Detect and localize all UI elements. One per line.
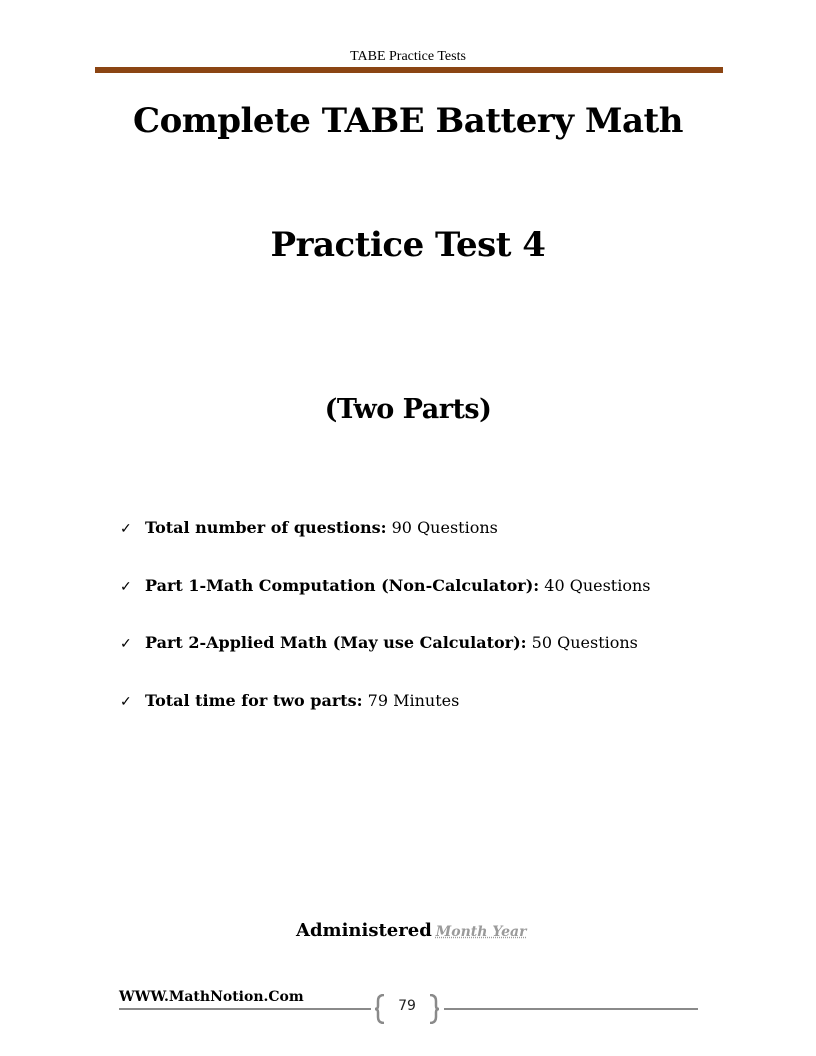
- date-placeholder-field[interactable]: Month Year: [435, 924, 527, 940]
- detail-label: Total time for two parts:: [145, 690, 363, 710]
- detail-value: 40 Questions: [539, 575, 651, 595]
- document-title: Complete TABE Battery Math: [133, 101, 683, 141]
- footer-rule-right: [444, 1008, 698, 1010]
- parts-subtitle: (Two Parts): [324, 394, 492, 425]
- detail-label: Total number of questions:: [145, 518, 387, 537]
- page-number: 79: [398, 998, 416, 1014]
- running-header: TABE Practice Tests: [350, 49, 466, 64]
- detail-total-time: [120, 689, 740, 747]
- checkmark-icon: ✓: [120, 693, 132, 710]
- checkmark-icon: ✓: [120, 578, 132, 595]
- test-details-list: [120, 516, 740, 746]
- checkmark-icon: ✓: [120, 636, 132, 652]
- detail-value: 50 Questions: [526, 633, 638, 652]
- detail-label: Part 1-Math Computation (Non-Calculator):: [145, 575, 540, 595]
- header-rule: [95, 67, 723, 73]
- test-title: Practice Test 4: [270, 225, 546, 265]
- detail-total-questions: [120, 516, 740, 574]
- administered-line: [296, 920, 526, 941]
- detail-label: Part 2-Applied Math (May use Calculator):: [145, 633, 527, 652]
- checkmark-icon: ✓: [120, 521, 132, 537]
- administered-label: Administered: [296, 920, 432, 941]
- detail-value: 90 Questions: [386, 518, 498, 537]
- footer-website: WWW.MathNotion.Com: [119, 989, 304, 1005]
- footer-rule-left: [119, 1008, 371, 1010]
- detail-part-1: [120, 574, 740, 632]
- detail-value: 79 Minutes: [362, 690, 460, 710]
- detail-part-2: [120, 631, 740, 689]
